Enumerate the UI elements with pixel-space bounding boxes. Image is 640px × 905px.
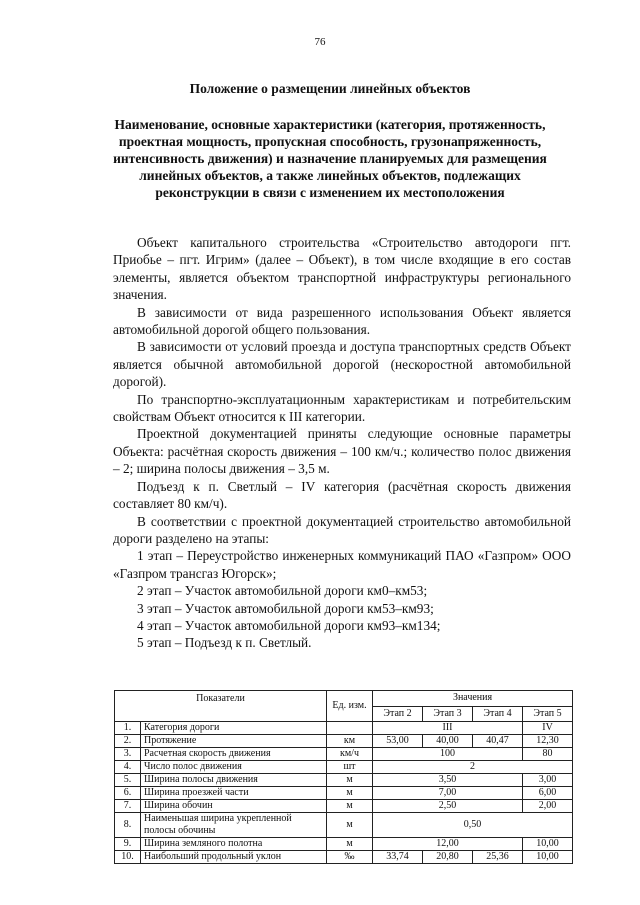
paragraph: Объект капитального строительства «Строительство автодороги пгт. Приобье – пгт. Игрим» (далее – Объект), в том числе входящие в его состав элементы, является объектом транспортной инфраструктуры регионального значения. <box>113 235 571 303</box>
page-number: 76 <box>314 36 326 48</box>
row-unit: м <box>327 800 373 813</box>
stage-item: 4 этап – Участок автомобильной дороги км93–км134; <box>137 617 441 633</box>
row-value: 33,74 <box>373 851 423 864</box>
row-name: Наименьшая ширина укрепленной полосы обочины <box>141 813 327 838</box>
section-subtitle: Наименование, основные характеристики (категория, протяженность, проектная мощность, пропускная способность, грузонапряженность, интенсивность движения) и назначение планируемых для размещения линейных объектов, а также линейных объектов, подлежащих реконструкции в связи с изменением их местоположения <box>113 117 547 200</box>
row-number: 8. <box>115 813 141 838</box>
row-name: Протяжение <box>141 735 327 748</box>
row-number: 10. <box>115 851 141 864</box>
header-indicator: Показатели <box>115 691 327 722</box>
row-number: 7. <box>115 800 141 813</box>
row-value: 10,00 <box>523 838 573 851</box>
table-row <box>115 851 573 864</box>
row-value: 53,00 <box>373 735 423 748</box>
row-name: Наибольший продольный уклон <box>141 851 327 864</box>
table-row <box>115 748 573 761</box>
row-number: 3. <box>115 748 141 761</box>
row-value: 2 <box>373 761 573 774</box>
table-row <box>115 735 573 748</box>
row-value: 12,30 <box>523 735 573 748</box>
row-number: 6. <box>115 787 141 800</box>
paragraph: Проектной документацией приняты следующие основные параметры Объекта: расчётная скорость движения – 100 км/ч.; количество полос движения – 2; ширина полосы движения – 3,5 м. <box>113 426 571 477</box>
row-number: 4. <box>115 761 141 774</box>
row-unit: м <box>327 838 373 851</box>
header-stage: Этап 4 <box>473 706 523 722</box>
row-value: 3,50 <box>373 774 523 787</box>
row-value: 20,80 <box>423 851 473 864</box>
row-value: III <box>373 722 523 735</box>
row-value: 0,50 <box>373 813 573 838</box>
row-value: 80 <box>523 748 573 761</box>
header-stage: Этап 3 <box>423 706 473 722</box>
row-value: 3,00 <box>523 774 573 787</box>
section-title: Положение о размещении линейных объектов <box>189 81 471 96</box>
paragraph: В зависимости от условий проезда и доступа транспортных средств Объект является обычной автомобильной дорогой (нескоростной автомобильной дорогой). <box>113 339 571 390</box>
row-value: 12,00 <box>373 838 523 851</box>
header-stage: Этап 2 <box>373 706 423 722</box>
stage-item: 1 этап – Переустройство инженерных коммуникаций ПАО «Газпром» ООО «Газпром трансгаз Югорск»; <box>113 548 571 581</box>
row-unit: ‰ <box>327 851 373 864</box>
row-name: Категория дороги <box>141 722 327 735</box>
paragraph: По транспортно-эксплуатационным характеристикам и потребительским свойствам Объект относится к III категории. <box>113 391 571 425</box>
row-value: 2,50 <box>373 800 523 813</box>
table-row <box>115 838 573 851</box>
row-unit: км <box>327 735 373 748</box>
row-name: Ширина обочин <box>141 800 327 813</box>
row-name: Число полос движения <box>141 761 327 774</box>
stage-item: 5 этап – Подъезд к п. Светлый. <box>137 635 312 651</box>
row-name: Ширина земляного полотна <box>141 838 327 851</box>
row-number: 2. <box>115 735 141 748</box>
table-row <box>115 787 573 800</box>
table-row <box>115 761 573 774</box>
paragraph: В зависимости от вида разрешенного использования Объект является автомобильной дорогой общего пользования. <box>113 304 571 338</box>
row-unit: шт <box>327 761 373 774</box>
row-unit: м <box>327 813 373 838</box>
row-value: 7,00 <box>373 787 523 800</box>
paragraph: В соответствии с проектной документацией строительство автомобильной дороги разделено на этапы: <box>113 513 571 546</box>
table-row <box>115 800 573 813</box>
row-value: IV <box>523 722 573 735</box>
parameters-table <box>114 690 573 864</box>
row-value: 2,00 <box>523 800 573 813</box>
table-row <box>115 813 573 838</box>
row-name: Ширина полосы движения <box>141 774 327 787</box>
row-value: 100 <box>373 748 523 761</box>
row-number: 1. <box>115 722 141 735</box>
row-value: 10,00 <box>523 851 573 864</box>
row-name: Ширина проезжей части <box>141 787 327 800</box>
row-unit: м <box>327 774 373 787</box>
row-unit: км/ч <box>327 748 373 761</box>
header-values: Значения <box>373 691 573 707</box>
paragraph: Подъезд к п. Светлый – IV категория (расчётная скорость движения составляет 80 км/ч). <box>113 478 571 512</box>
table-row <box>115 722 573 735</box>
body-text <box>113 234 571 652</box>
row-unit <box>327 722 373 735</box>
header-unit: Ед. изм. <box>327 691 373 722</box>
stage-item: 2 этап – Участок автомобильной дороги км0–км53; <box>137 583 428 599</box>
row-value: 25,36 <box>473 851 523 864</box>
row-value: 40,47 <box>473 735 523 748</box>
table-row <box>115 774 573 787</box>
row-value: 40,00 <box>423 735 473 748</box>
header-stage: Этап 5 <box>523 706 573 722</box>
stage-item: 3 этап – Участок автомобильной дороги км53–км93; <box>137 600 434 616</box>
row-number: 9. <box>115 838 141 851</box>
row-value: 6,00 <box>523 787 573 800</box>
row-name: Расчетная скорость движения <box>141 748 327 761</box>
row-number: 5. <box>115 774 141 787</box>
row-unit: м <box>327 787 373 800</box>
